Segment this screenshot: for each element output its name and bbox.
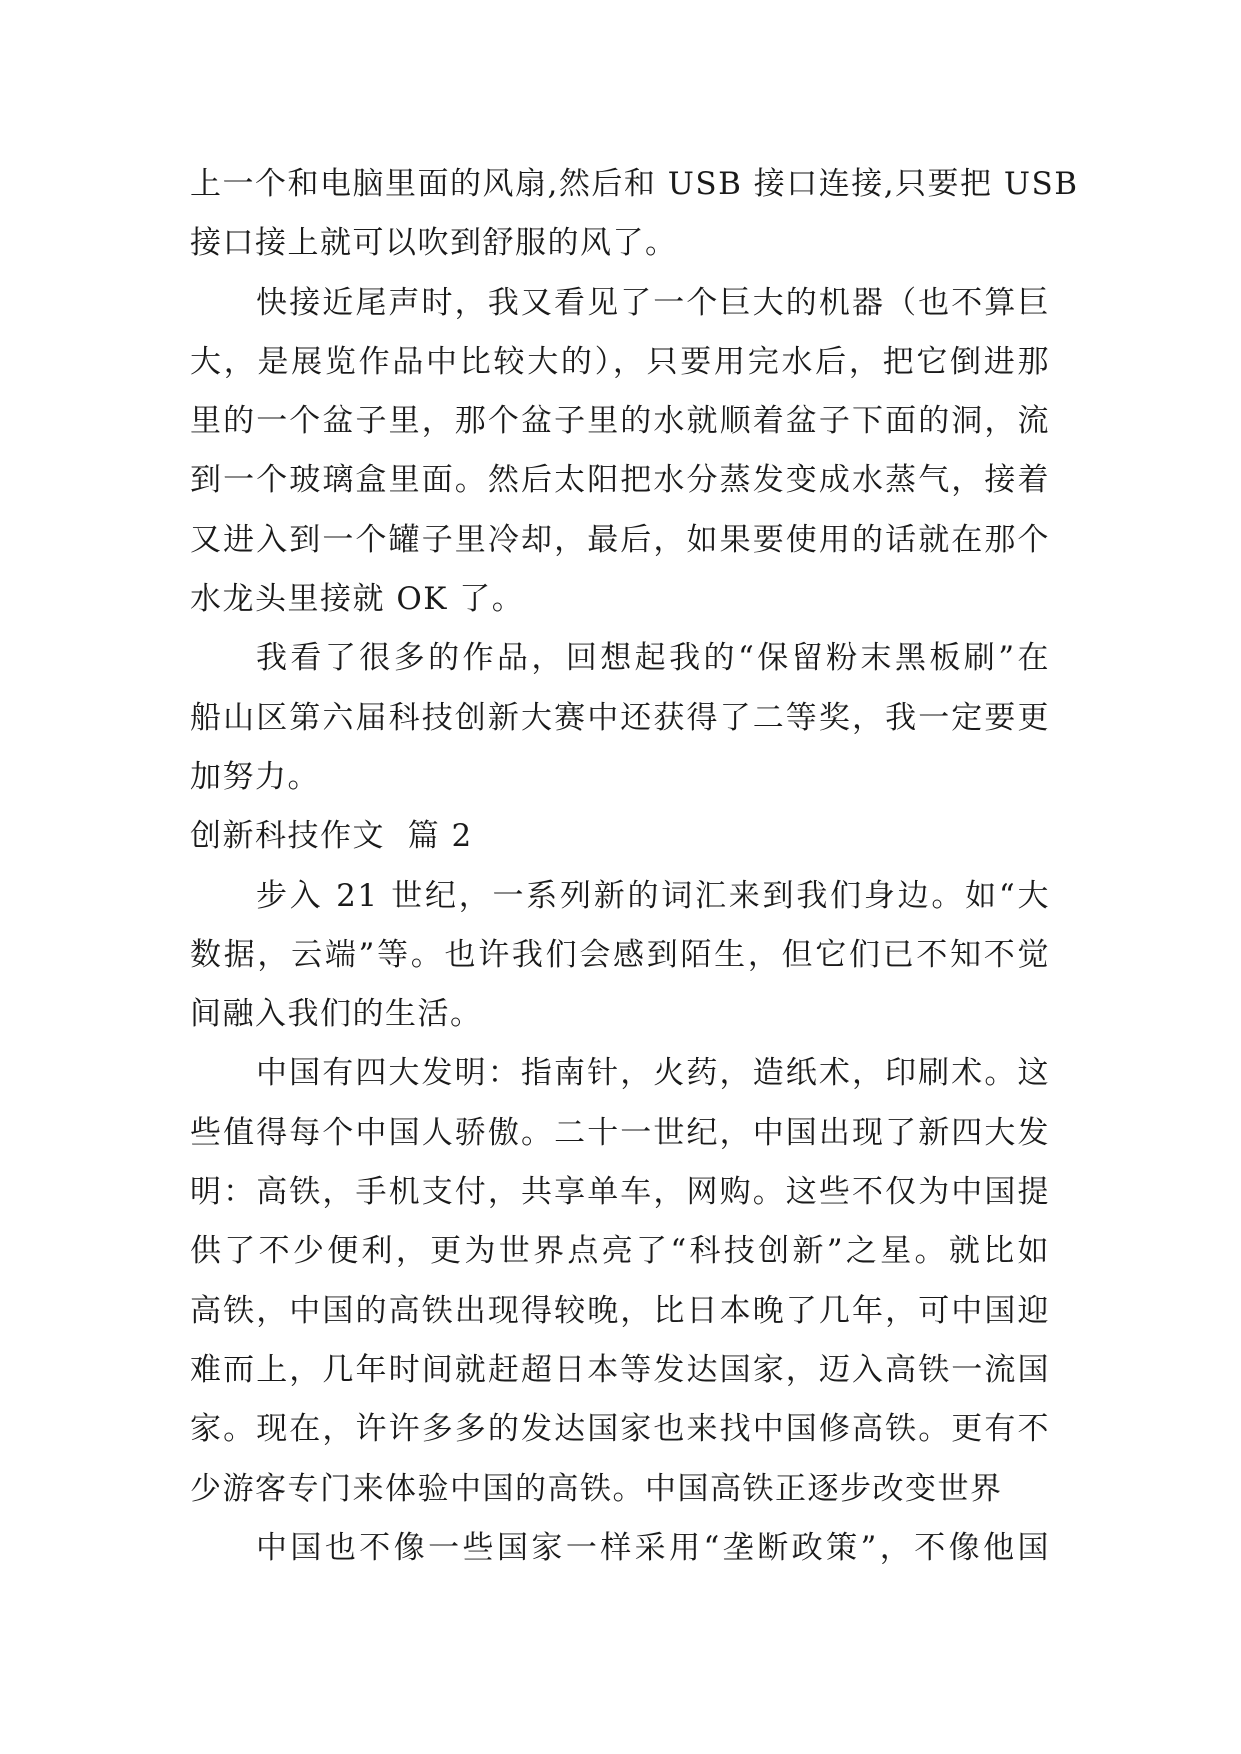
text-line: 中国有四大发明：指南针，火药，造纸术，印刷术。这 xyxy=(256,1055,1050,1092)
text-line: 少游客专门来体验中国的高铁。中国高铁正逐步改变世界 xyxy=(190,1470,1003,1507)
text-line: 水龙头里接就 OK 了。 xyxy=(190,581,525,618)
text-line: 步入 21 世纪，一系列新的词汇来到我们身边。如“大 xyxy=(256,877,1050,914)
text-line: 又进入到一个罐子里冷却，最后，如果要使用的话就在那个 xyxy=(190,521,1050,558)
text-line: 高铁，中国的高铁出现得较晚，比日本晚了几年，可中国迎 xyxy=(190,1292,1050,1329)
text-line: 大，是展览作品中比较大的），只要用完水后，把它倒进那 xyxy=(190,343,1050,380)
text-line: 数据，云端”等。也许我们会感到陌生，但它们已不知不觉 xyxy=(190,936,1050,973)
text-line: 家。现在，许许多多的发达国家也来找中国修高铁。更有不 xyxy=(190,1411,1050,1448)
text-line: 上一个和电脑里面的风扇,然后和 USB 接口连接,只要把 USB xyxy=(190,166,1079,202)
section-heading: 创新科技作文 篇 2 xyxy=(190,818,473,855)
text-line: 难而上，几年时间就赶超日本等发达国家，迈入高铁一流国 xyxy=(190,1351,1050,1388)
text-line: 加努力。 xyxy=(190,758,320,795)
text-line: 快接近尾声时，我又看见了一个巨大的机器（也不算巨 xyxy=(256,284,1050,321)
text-line: 中国也不像一些国家一样采用“垄断政策”，不像他国 xyxy=(256,1529,1050,1566)
article-body-part-1 xyxy=(190,155,1079,807)
document-page xyxy=(190,155,1079,1578)
text-line: 我看了很多的作品，回想起我的“保留粉末黑板刷”在 xyxy=(256,640,1050,677)
text-line: 供了不少便利，更为世界点亮了“科技创新”之星。就比如 xyxy=(190,1233,1050,1270)
article-body-part-2 xyxy=(190,867,1050,1579)
text-line: 间融入我们的生活。 xyxy=(190,996,483,1033)
text-line: 到一个玻璃盒里面。然后太阳把水分蒸发变成水蒸气，接着 xyxy=(190,462,1050,499)
text-line: 些值得每个中国人骄傲。二十一世纪，中国出现了新四大发 xyxy=(190,1114,1050,1151)
text-line: 里的一个盆子里，那个盆子里的水就顺着盆子下面的洞，流 xyxy=(190,403,1050,440)
text-line: 明：高铁，手机支付，共享单车，网购。这些不仅为中国提 xyxy=(190,1174,1050,1211)
text-line: 船山区第六届科技创新大赛中还获得了二等奖，我一定要更 xyxy=(190,699,1050,736)
text-line: 接口接上就可以吹到舒服的风了。 xyxy=(190,225,678,262)
